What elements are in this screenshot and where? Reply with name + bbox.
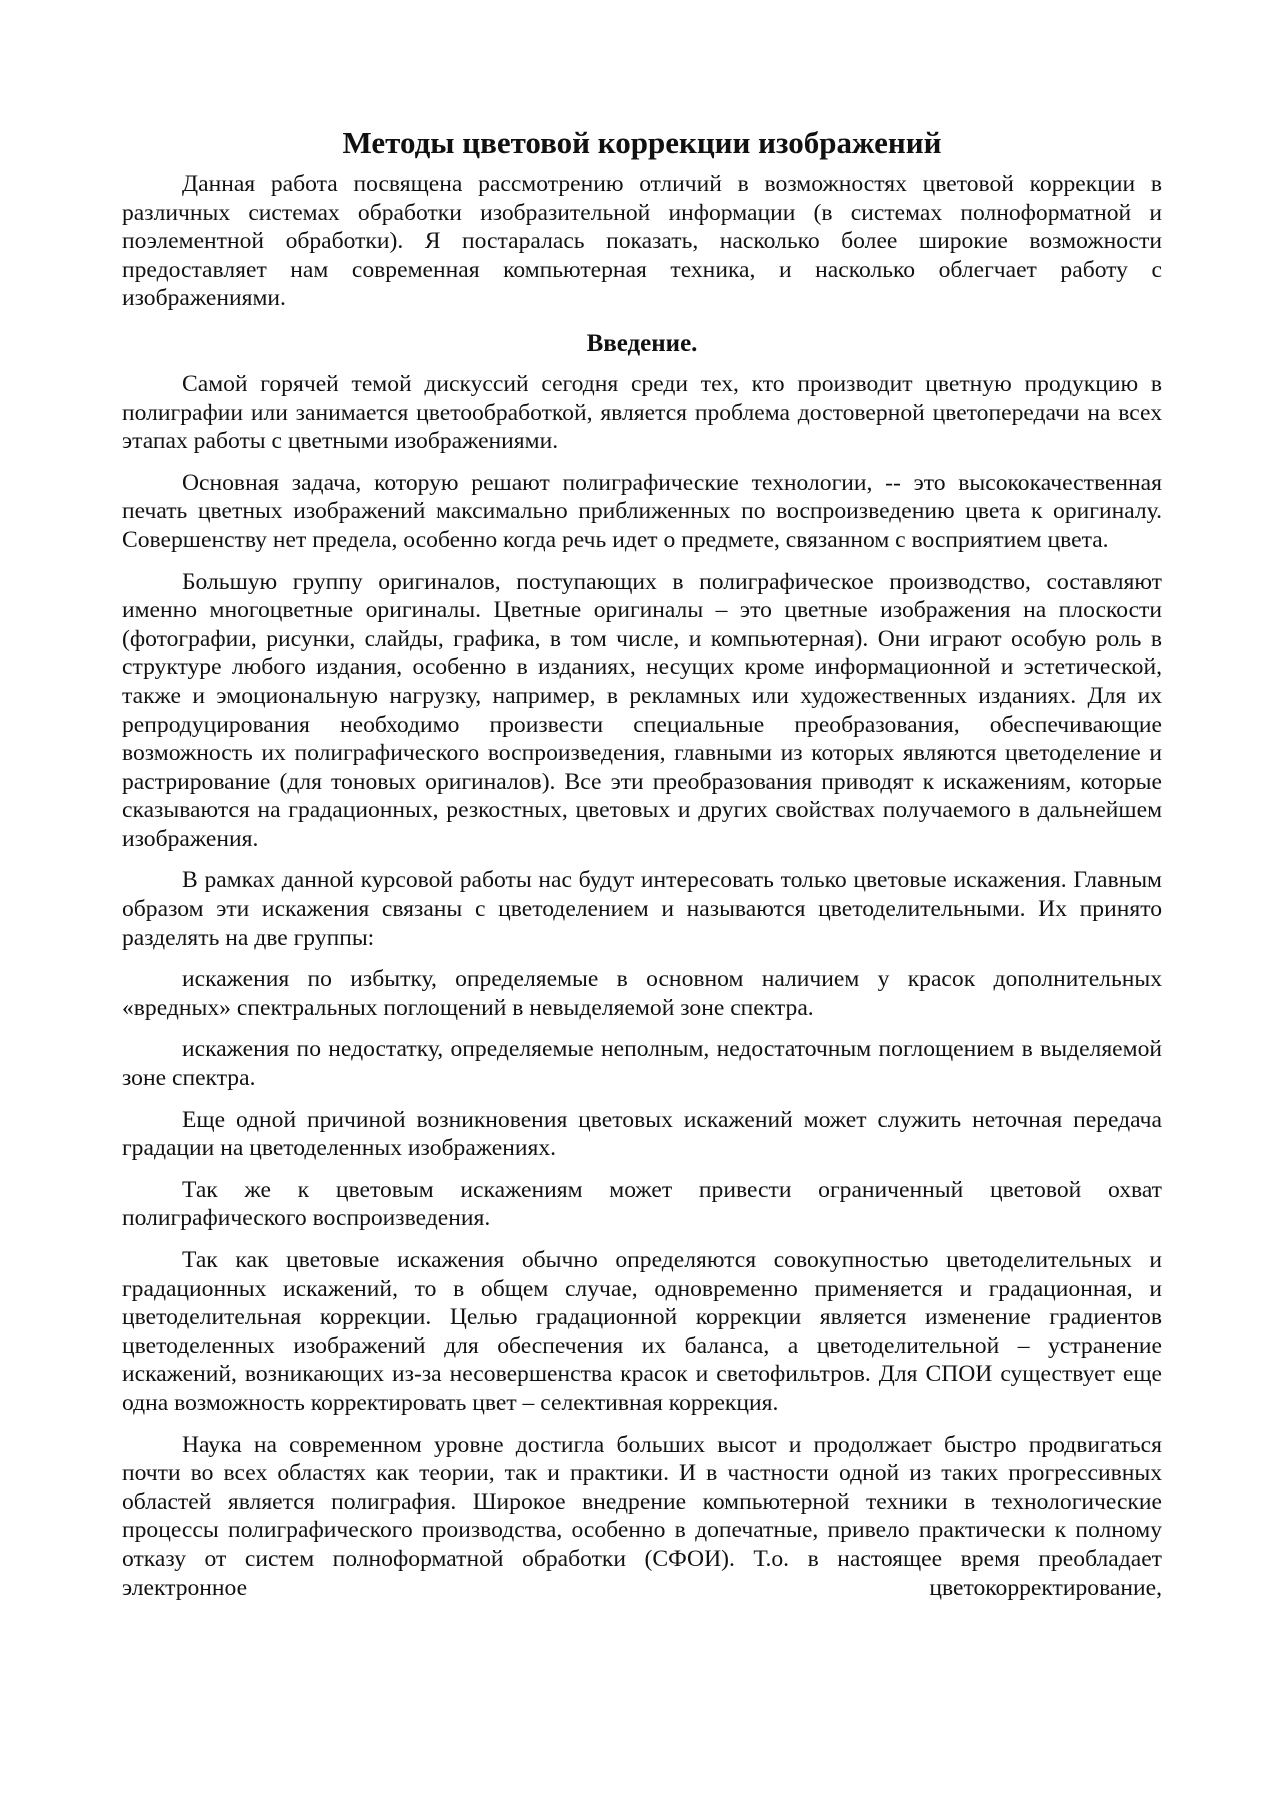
paragraph-2: Основная задача, которую решают полиграфические технологии, -- это высококачественная печать цветных изображений максимально приближенных по воспроизведению цвета к оригиналу. Совершенству нет предела, особенно когда речь идет о предмете, связанном с восприятием цвета.: [122, 469, 1162, 553]
paragraph-3: Большую группу оригиналов, поступающих в полиграфическое производство, составляют именно многоцветные оригиналы. Цветные оригиналы – это цветные изображения на плоскости (фотографии, рисунки, слайды, графика, в том числе, и компьютерная). Они играют особую роль в структуре любого издания, особенно в изданиях, несущих кроме информационной и эстетической, также и эмоциональную нагрузку, например, в рекламных или художественных изданиях. Для их репродуцирования необходимо произвести специальные преобразования, обеспечивающие возможность их полиграфического воспроизведения, главными из которых являются цветоделение и растрирование (для тоновых оригиналов). Все эти преобразования приводят к искажениям, которые сказываются на градационных, резкостных, цветовых и других свойствах получаемого в дальнейшем изображения.: [122, 568, 1162, 852]
paragraph-7: Еще одной причиной возникновения цветовых искажений может служить неточная передача градации на цветоделенных изображениях.: [122, 1106, 1162, 1162]
paragraph-4: В рамках данной курсовой работы нас будут интересовать только цветовые искажения. Главным образом эти искажения связаны с цветоделением и называются цветоделительными. Их принято разделять на две группы:: [122, 867, 1162, 951]
paragraph-9: Так как цветовые искажения обычно определяются совокупностью цветоделительных и градационных искажений, то в общем случае, одновременно применяется и градационная, и цветоделительная коррекции. Целью градационной коррекции является изменение градиентов цветоделенных изображений для обеспечения их баланса, а цветоделительной – устранение искажений, возникающих из-за несовершенства красок и светофильтров. Для СПОИ существует еще одна возможность корректировать цвет – селективная коррекция.: [122, 1247, 1162, 1416]
paragraph-1: Самой горячей темой дискуссий сегодня среди тех, кто производит цветную продукцию в полиграфии или занимается цветообработкой, является проблема достоверной цветопередачи на всех этапах работы с цветными изображениями.: [122, 370, 1162, 455]
document-page: [122, 118, 1162, 1602]
abstract-paragraph: Данная работа посвящена рассмотрению отличий в возможностях цветовой коррекции в различных системах обработки изобразительной информации (в системах полноформатной и поэлементной обработки). Я постаралась показать, насколько более широкие возможности предоставляет нам современная компьютерная техника, и насколько облегчает работу с изображениями.: [122, 171, 1162, 312]
paragraph-6: искажения по недостатку, определяемые неполным, недостаточным поглощением в выделяемой зоне спектра.: [122, 1036, 1162, 1092]
intro-heading: Введение.: [586, 329, 698, 357]
paragraph-10: Наука на современном уровне достигла больших высот и продолжает быстро продвигаться почти во всех областях как теории, так и практики. И в частности одной из таких прогрессивных областей является полиграфия. Широкое внедрение компьютерной техники в технологические процессы полиграфического производства, особенно в допечатные, привело практически к полному отказу от систем полноформатной обработки (СФОИ). Т.о. в настоящее время преобладает электронное цветокорректирование,: [122, 1431, 1162, 1601]
paragraph-8: Так же к цветовым искажениям может привести ограниченный цветовой охват полиграфического воспроизведения.: [122, 1176, 1162, 1232]
paragraph-5: искажения по избытку, определяемые в основном наличием у красок дополнительных «вредных» спектральных поглощений в невыделяемой зоне спектра.: [122, 966, 1162, 1021]
document-title: Методы цветовой коррекции изображений: [342, 125, 942, 160]
